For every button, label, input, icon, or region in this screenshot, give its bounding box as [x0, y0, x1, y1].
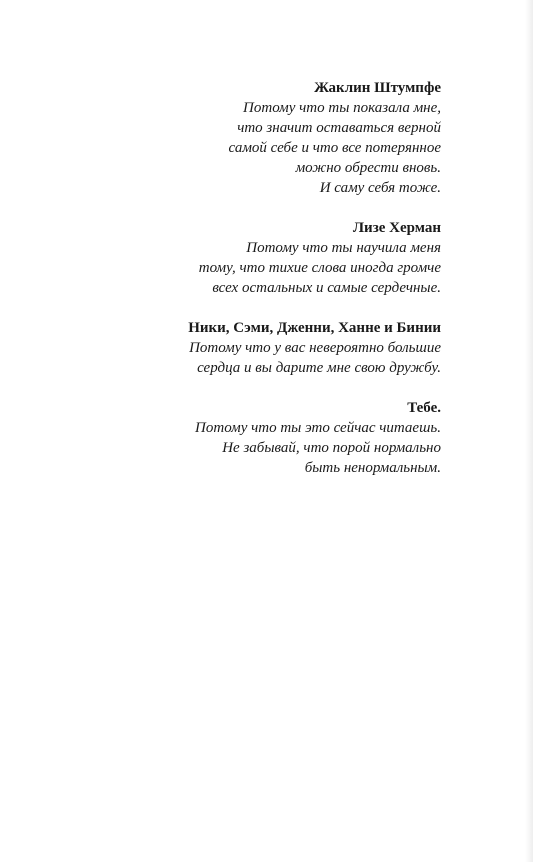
page-edge-shadow — [525, 0, 533, 862]
dedication-line: И саму себя тоже. — [319, 180, 441, 196]
dedication-line: всех остальных и самые сердечные. — [212, 280, 441, 296]
dedication-name: Жаклин Штумпфе — [314, 80, 441, 96]
dedication-name: Тебе. — [407, 400, 441, 416]
dedications-block — [21, 78, 441, 498]
dedication-line: Потому что ты показала мне, — [243, 100, 441, 116]
dedication-item — [21, 398, 441, 478]
dedication-line: Не забывай, что порой нормально — [222, 440, 441, 456]
dedication-item — [21, 318, 441, 378]
dedication-name: Ники, Сэми, Дженни, Ханне и Бинии — [188, 320, 441, 336]
dedication-line: Потому что у вас невероятно большие — [189, 340, 441, 356]
dedication-line: самой себе и что все потерянное — [228, 140, 441, 156]
dedication-line: быть ненормальным. — [304, 460, 441, 476]
dedication-line: Потому что ты научила меня — [246, 240, 441, 256]
dedication-line: Потому что ты это сейчас читаешь. — [195, 420, 441, 436]
dedication-line: что значит оставаться верной — [237, 120, 441, 136]
dedication-line: тому, что тихие слова иногда громче — [198, 260, 441, 276]
dedication-item — [21, 78, 441, 198]
dedication-line: сердца и вы дарите мне свою дружбу. — [197, 360, 441, 376]
dedication-line: можно обрести вновь. — [295, 160, 441, 176]
dedication-item — [21, 218, 441, 298]
dedication-name: Лизе Херман — [352, 220, 441, 236]
